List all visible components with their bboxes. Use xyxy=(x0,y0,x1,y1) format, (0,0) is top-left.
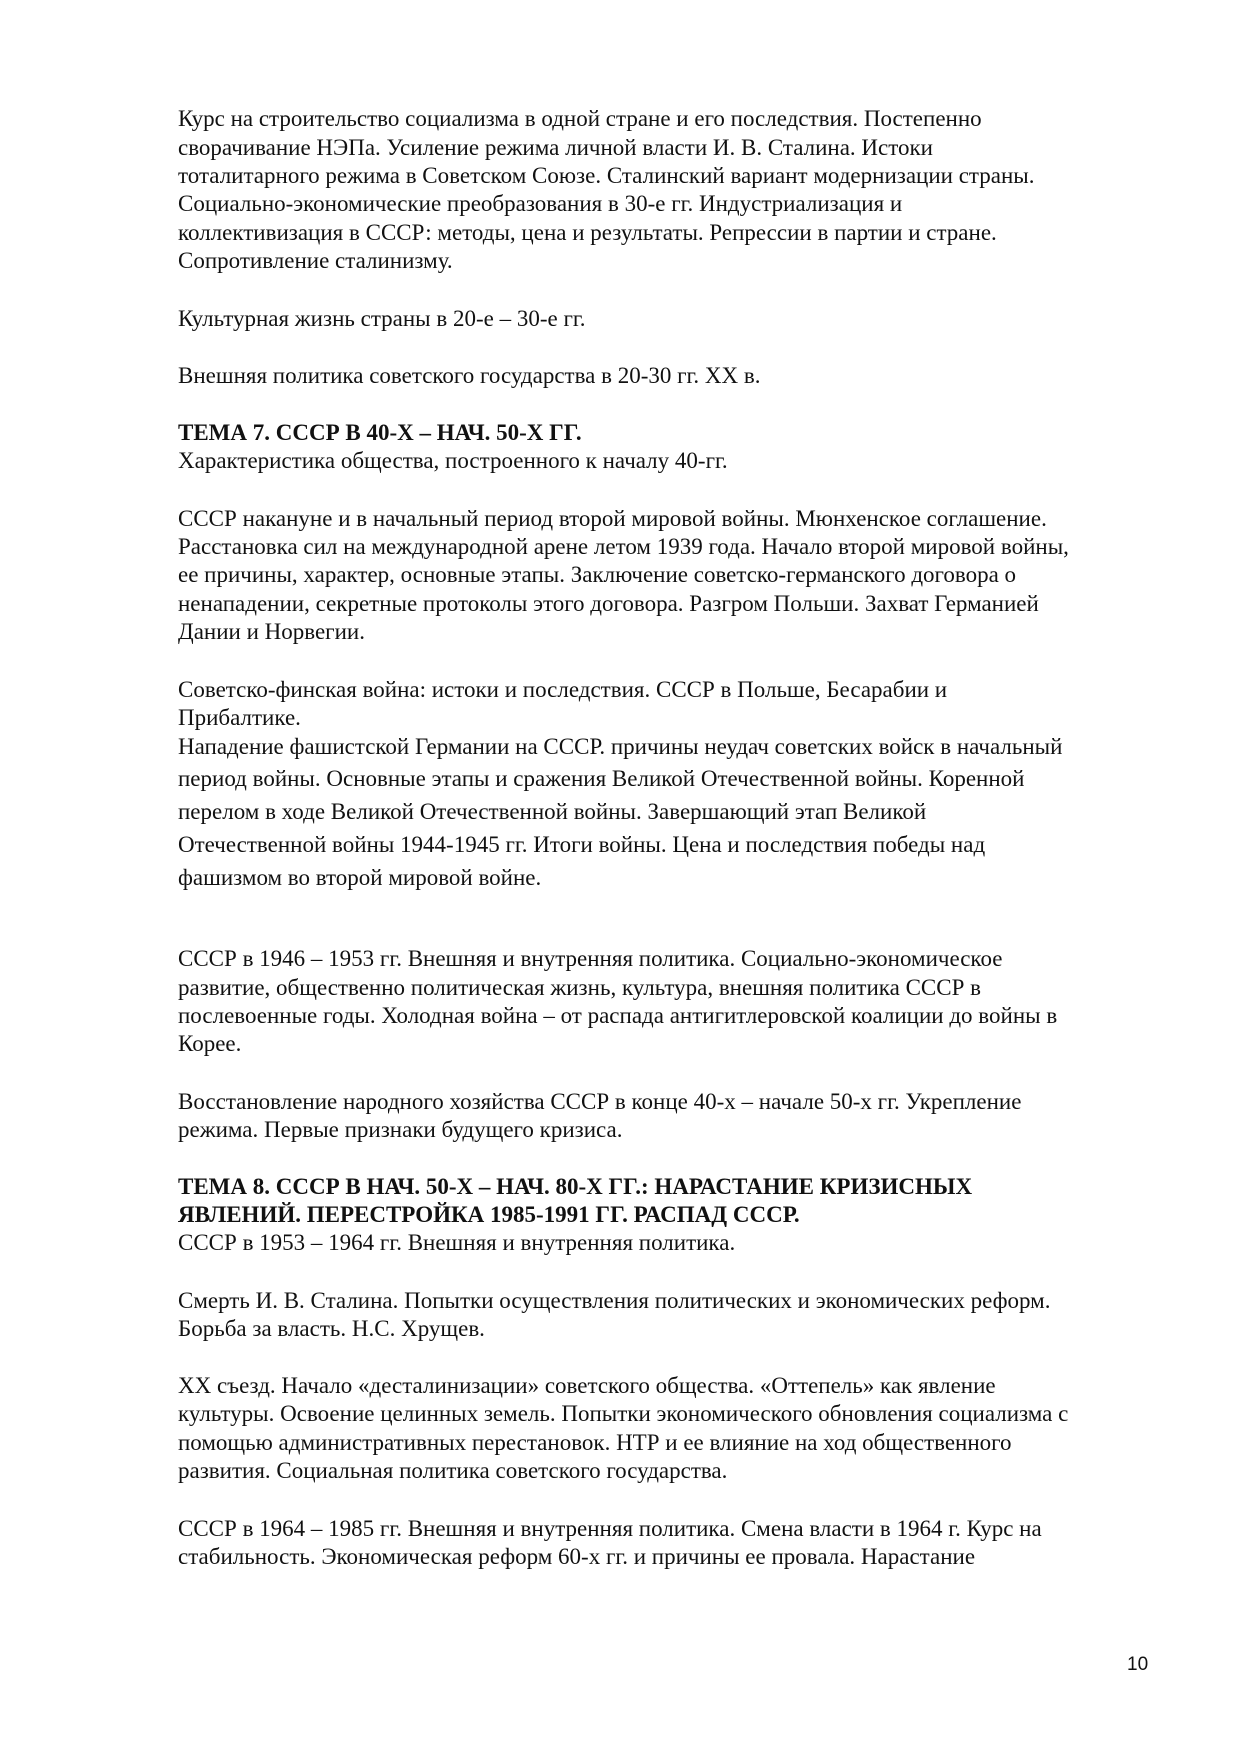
text-line: послевоенные годы. Холодная война – от распада антигитлеровской коалиции до войны в xyxy=(178,1003,1058,1028)
section-heading: ЯВЛЕНИЙ. ПЕРЕСТРОЙКА 1985-1991 ГГ. РАСПАД СССР. xyxy=(178,1202,800,1227)
text-line: СССР накануне и в начальный период второй мировой войны. Мюнхенское соглашение. xyxy=(178,506,1047,531)
text-line: развитие, общественно политическая жизнь, культура, внешняя политика СССР в xyxy=(178,975,981,1000)
text-line: тоталитарного режима в Советском Союзе. Сталинский вариант модернизации страны. xyxy=(178,163,1035,188)
text-line: развития. Социальная политика советского государства. xyxy=(178,1458,728,1483)
section-heading: ТЕМА 8. СССР В НАЧ. 50-Х – НАЧ. 80-Х ГГ.: НАРАСТАНИЕ КРИЗИСНЫХ xyxy=(178,1174,973,1199)
text-line: режима. Первые признаки будущего кризиса. xyxy=(178,1117,623,1142)
text-line: СССР в 1946 – 1953 гг. Внешняя и внутренняя политика. Социально-экономическое xyxy=(178,946,1003,971)
text-line: Борьба за власть. Н.С. Хрущев. xyxy=(178,1316,485,1341)
text-line: Дании и Норвегии. xyxy=(178,619,365,644)
text-line: сворачивание НЭПа. Усиление режима личной власти И. В. Сталина. Истоки xyxy=(178,135,933,160)
section-heading: ТЕМА 7. СССР В 40-Х – НАЧ. 50-Х ГГ. xyxy=(178,420,582,445)
text-line: Прибалтике. xyxy=(178,705,301,730)
text-line: Отечественной войны 1944-1945 гг. Итоги войны. Цена и последствия победы над xyxy=(178,832,986,857)
text-line: перелом в ходе Великой Отечественной войны. Завершающий этап Великой xyxy=(178,799,927,824)
text-line: стабильность. Экономическая реформ 60-х гг. и причины ее провала. Нарастание xyxy=(178,1544,976,1569)
text-line: XX съезд. Начало «десталинизации» советского общества. «Оттепель» как явление xyxy=(178,1373,996,1398)
text-line: Курс на строительство социализма в одной стране и его последствия. Постепенно xyxy=(178,106,982,131)
text-line: период войны. Основные этапы и сражения Великой Отечественной войны. Коренной xyxy=(178,766,1025,791)
text-line: Корее. xyxy=(178,1031,242,1056)
text-line: Социально-экономические преобразования в 30-е гг. Индустриализация и xyxy=(178,191,903,216)
text-line: Нападение фашистской Германии на СССР. причины неудач советских войск в начальный xyxy=(178,734,1063,759)
text-line: Характеристика общества, построенного к началу 40-гг. xyxy=(178,448,728,473)
text-line: Смерть И. В. Сталина. Попытки осуществления политических и экономических реформ. xyxy=(178,1288,1051,1313)
text-line: СССР в 1953 – 1964 гг. Внешняя и внутренняя политика. xyxy=(178,1230,736,1255)
text-line: помощью административных перестановок. НТР и ее влияние на ход общественного xyxy=(178,1430,1012,1455)
text-line: Культурная жизнь страны в 20-е – 30-е гг. xyxy=(178,306,586,331)
page-number: 10 xyxy=(1127,1654,1149,1675)
text-line: СССР в 1964 – 1985 гг. Внешняя и внутренняя политика. Смена власти в 1964 г. Курс на xyxy=(178,1516,1042,1541)
text-line: фашизмом во второй мировой войне. xyxy=(178,865,542,890)
text-line: Сопротивление сталинизму. xyxy=(178,248,453,273)
text-line: Расстановка сил на международной арене летом 1939 года. Начало второй мировой войны, xyxy=(178,534,1069,559)
text-line: коллективизация в СССР: методы, цена и результаты. Репрессии в партии и стране. xyxy=(178,220,997,245)
text-line: ее причины, характер, основные этапы. Заключение советско-германского договора о xyxy=(178,562,1017,587)
text-line: Советско-финская война: истоки и последствия. СССР в Польше, Бесарабии и xyxy=(178,677,948,702)
text-line: Восстановление народного хозяйства СССР в конце 40-х – начале 50-х гг. Укрепление xyxy=(178,1089,1022,1114)
text-line: культуры. Освоение целинных земель. Попытки экономического обновления социализма с xyxy=(178,1401,1069,1426)
text-line: Внешняя политика советского государства в 20-30 гг. XX в. xyxy=(178,363,761,388)
text-line: ненападении, секретные протоколы этого договора. Разгром Польши. Захват Германией xyxy=(178,591,1039,616)
